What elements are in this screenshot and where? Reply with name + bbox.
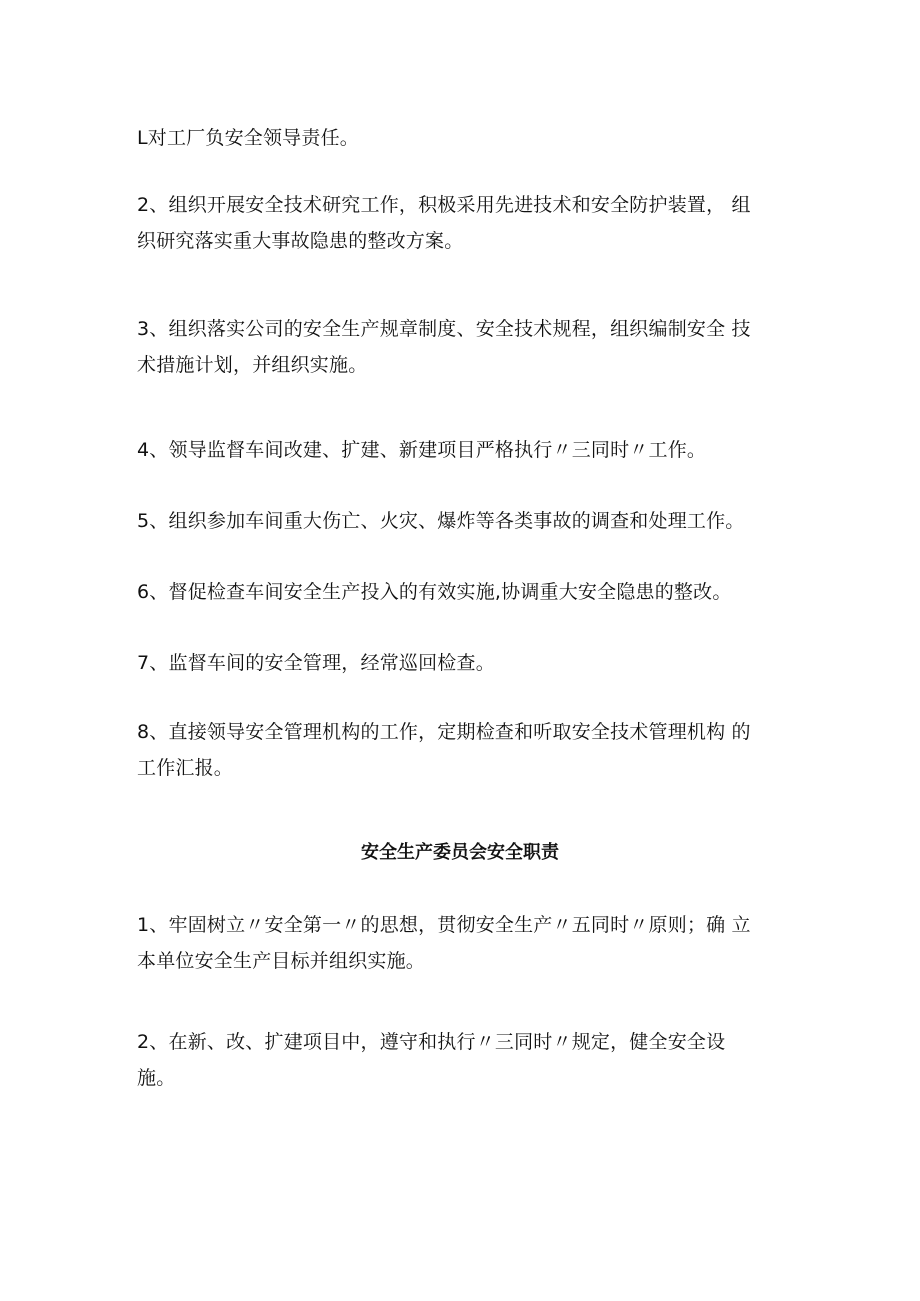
text-line: 6、督促检查车间安全生产投入的有效实施,协调重大安全隐患的整改。 [137, 581, 732, 603]
text-line: 2、组织开展安全技术研究工作，积极采用先进技术和安全防护装置， 组 [137, 194, 751, 216]
paragraph-committee-item-1 [137, 907, 787, 979]
paragraph-item-3 [137, 311, 787, 383]
text-line: 3、组织落实公司的安全生产规章制度、安全技术规程，组织编制安全 技 [137, 318, 751, 340]
paragraph-item-6 [137, 574, 787, 610]
text-line: 术措施计划，并组织实施。 [137, 354, 368, 376]
paragraph-item-7 [137, 645, 787, 681]
paragraph-committee-item-2 [137, 1024, 787, 1096]
paragraph-item-2 [137, 187, 787, 259]
text-line: 1、牢固树立〃安全第一〃的思想，贯彻安全生产〃五同时〃原则；确 立 [137, 914, 751, 936]
text-line: 本单位安全生产目标并组织实施。 [137, 950, 426, 972]
section-title: 安全生产委员会安全职责 [361, 842, 559, 863]
text-line: L对工厂负安全领导责任。 [137, 127, 359, 149]
paragraph-item-8 [137, 714, 787, 786]
text-line: 7、监督车间的安全管理，经常巡回检查。 [137, 652, 495, 674]
text-line: 施。 [137, 1067, 176, 1089]
text-line: 织研究落实重大事故隐患的整改方案。 [137, 230, 464, 252]
text-line: 8、直接领导安全管理机构的工作，定期检查和听取安全技术管理机构 的 [137, 721, 751, 743]
text-line: 工作汇报。 [137, 757, 234, 779]
paragraph-item-5 [137, 503, 787, 539]
text-line: 5、组织参加车间重大伤亡、火灾、爆炸等各类事故的调查和处理工作。 [137, 510, 745, 532]
paragraph-leadership-responsibility [137, 120, 787, 156]
text-line: 2、在新、改、扩建项目中，遵守和执行〃三同时〃规定，健全安全设 [137, 1031, 726, 1053]
paragraph-item-4 [137, 432, 787, 468]
text-line: 4、领导监督车间改建、扩建、新建项目严格执行〃三同时〃工作。 [137, 439, 707, 461]
